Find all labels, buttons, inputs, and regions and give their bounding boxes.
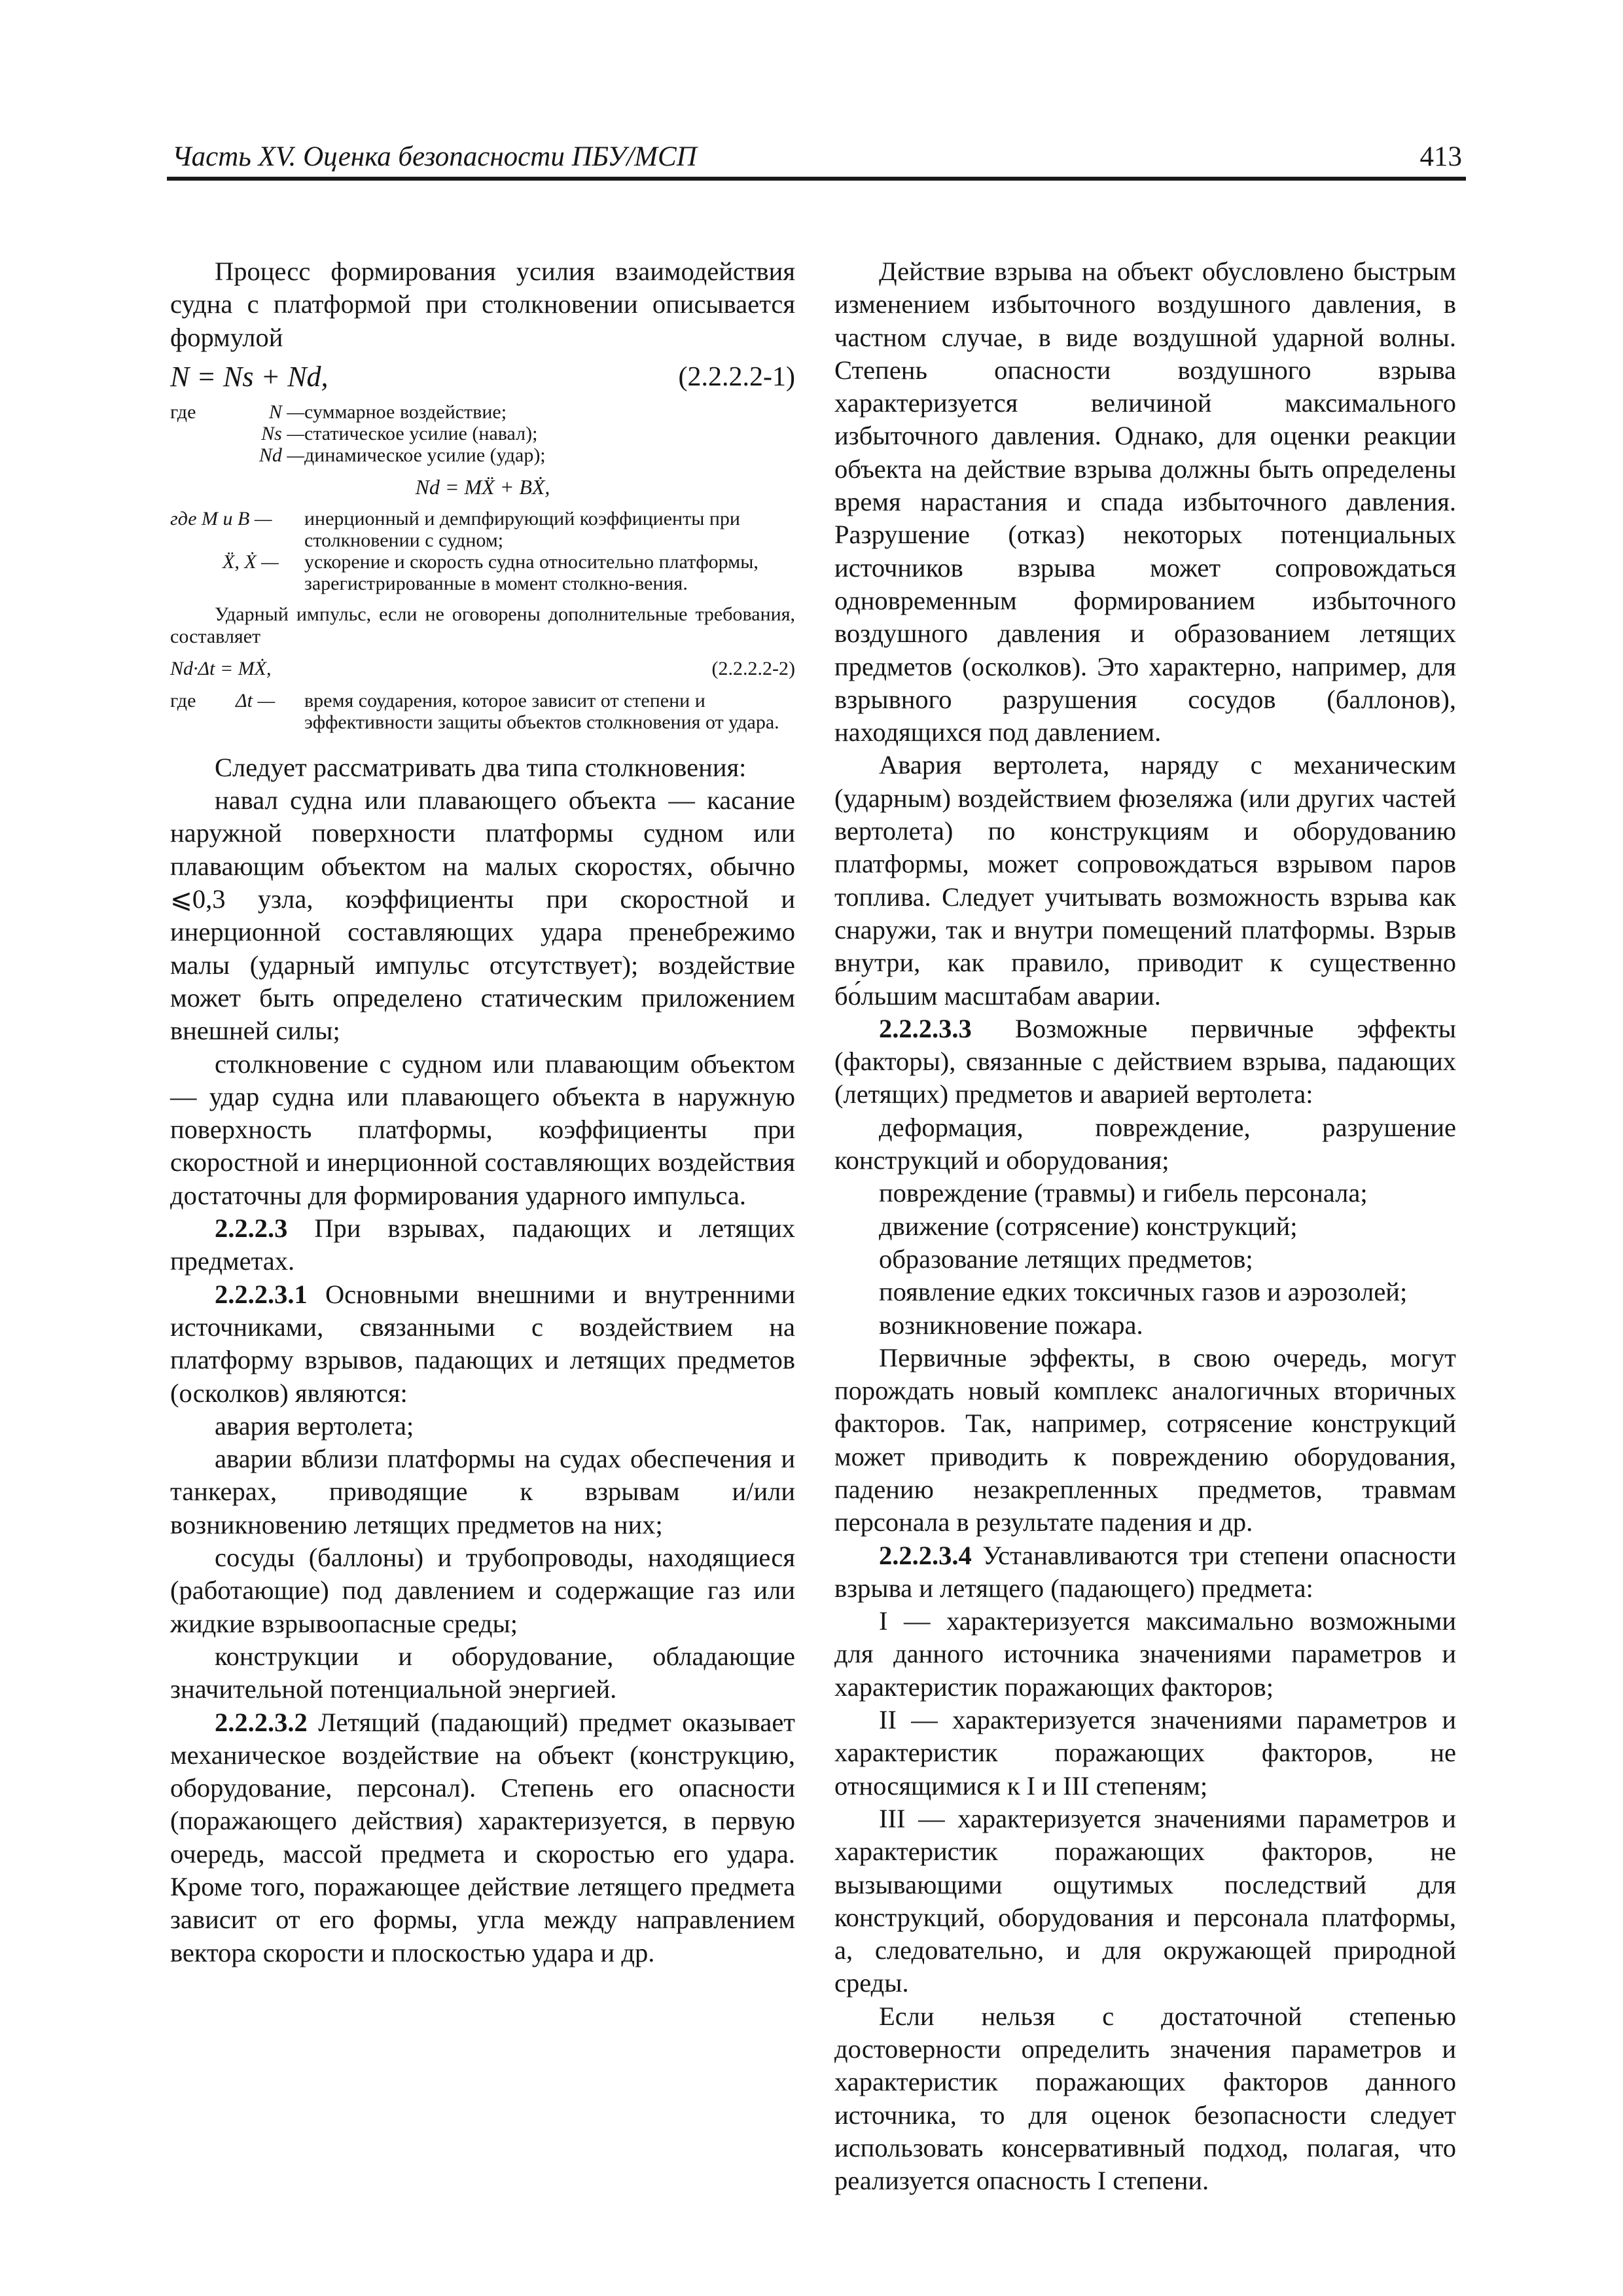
- definition-symbol: где M и B —: [170, 507, 272, 529]
- definition-text: инерционный и демпфирующий коэффициенты при столкновении с судном;: [304, 507, 740, 551]
- equation-2-number: (2.2.2.2-2): [711, 657, 795, 679]
- section-text: Устанавливаются три степени опасности взрыва и летящего (падающего) предмета:: [834, 1540, 1456, 1603]
- collision-types-intro: Следует рассматривать два типа столкновения:: [215, 752, 747, 782]
- list-item: конструкции и оборудование, обладающие значительной потенциальной энергией.: [170, 1641, 795, 1704]
- definition-text: время соударения, которое зависит от степени и эффективности защиты объектов столкновения от удара.: [304, 689, 779, 733]
- section-text: Возможные первичные эффекты (факторы), связанные с действием взрыва, падающих (летящих) предметов и аварией вертолета:: [834, 1013, 1457, 1109]
- definition-text: ускорение и скорость судна относительно платформы, зарегистрированные в момент столкно-вения.: [304, 550, 758, 594]
- section-2-2-2-3-3: [834, 1013, 1456, 1111]
- where-label: где: [170, 401, 196, 423]
- section-2-2-2-3: [170, 1212, 795, 1278]
- definition-row: [170, 401, 795, 423]
- section-number: 2.2.2.3.2: [215, 1707, 308, 1737]
- definition-row: [170, 444, 795, 466]
- definition-row: [170, 508, 795, 551]
- list-item: образование летящих предметов;: [879, 1244, 1253, 1274]
- secondary-effects-paragraph: Первичные эффекты, в свою очередь, могут порождать новый комплекс аналогичных вторичных факторов. Так, например, сотрясение конструкций может приводить к повреждению оборудования, падению незакрепленных предметов, травмам персонала в результате падения и др.: [834, 1342, 1456, 1537]
- list-item: аварии вблизи платформы на судах обеспечения и танкерах, приводящие к взрывам и/или возникновению летящих предметов на них;: [170, 1444, 795, 1539]
- page-number: 413: [1419, 141, 1462, 172]
- section-2-2-2-3-2: [170, 1706, 795, 1969]
- blast-paragraph: Действие взрыва на объект обусловлено быстрым изменением избыточного воздушного давления, в частном случае, в виде воздушной ударной волны. Степень опасности воздушного взрыва характеризуется величиной максимального избыточного давления. Однако, для оценки реакции объекта на действие взрыва должны быть определены время нарастания и спада избыточного давления. Разрушение (отказ) некоторых потенциальных источников взрыва может сопровождаться одновременным формированием избыточного воздушного давления и образованием летящих предметов (осколков). Это характерно, например, для взрывного разрушения сосудов (баллонов), находящихся под давлением.: [834, 257, 1456, 747]
- running-header: [167, 137, 1466, 181]
- definitions-3: [170, 690, 795, 733]
- section-number: 2.2.2.3.1: [215, 1279, 308, 1309]
- degree-item: III — характеризуется значениями параметров и характеристик поражающих факторов, не вызывающими ощутимых последствий для конструкций, оборудования и персонала платформы, а, следовательно, и для окружающей природной среды.: [834, 1803, 1456, 1998]
- definition-symbol: N —: [268, 401, 304, 423]
- impulse-paragraph: Ударный импульс, если не оговорены дополнительные требования, составляет: [170, 603, 795, 647]
- degree-item: II — характеризуется значениями параметров и характеристик поражающих факторов, не относящимися к I и III степеням;: [834, 1705, 1456, 1801]
- equation-1-formula: N = Ns + Nd,: [170, 360, 329, 393]
- definitions-1: [170, 401, 795, 466]
- definition-symbol: Ns —: [261, 422, 304, 444]
- definition-symbol: Nd —: [259, 444, 304, 466]
- definition-row: [170, 690, 795, 733]
- list-item: появление едких токсичных газов и аэрозолей;: [879, 1277, 1408, 1307]
- section-text: Основными внешними и внутренними источниками, связанными с воздействием на платформу взрывов, падающих и летящих предметов (осколков) являются:: [170, 1279, 796, 1408]
- definition-text: статическое усилие (навал);: [304, 422, 538, 444]
- section-number: 2.2.2.3: [215, 1213, 288, 1244]
- definition-row: [170, 551, 795, 594]
- section-text: При взрывах, падающих и летящих предметах.: [170, 1213, 796, 1276]
- definitions-2: [170, 508, 795, 594]
- definition-text: динамическое усилие (удар);: [304, 444, 546, 466]
- section-2-2-2-3-4: [834, 1539, 1456, 1605]
- equation-2-formula: Nd·Δt = MẊ,: [170, 657, 272, 679]
- left-column: [170, 255, 795, 1969]
- collision-type-2: столкновение с судном или плавающим объектом — удар судна или плавающего объекта в наружную поверхность платформы, коэффициенты при скоростной и инерционной составляющих воздействия достаточны для формирования ударного импульса.: [170, 1049, 795, 1210]
- equation-1-number: (2.2.2.2-1): [678, 361, 795, 392]
- intro-paragraph: Процесс формирования усилия взаимодействия судна с платформой при столкновении описывается формулой: [170, 257, 795, 352]
- definition-symbol: Ẍ, Ẋ —: [223, 550, 279, 573]
- list-item: возникновение пожара.: [879, 1310, 1143, 1340]
- list-item: повреждение (травмы) и гибель персонала;: [879, 1178, 1368, 1208]
- equation-1: [170, 355, 795, 399]
- where-label: где: [170, 689, 196, 711]
- collision-type-1: навал судна или плавающего объекта — касание наружной поверхности платформы судном или плавающим объектом на малых скоростях, обычно ⩽0,3 узла, коэффициенты при скоростной и инерционной составляющих удара пренебрежимо малы (ударный импульс отсутствует); воздействие может быть определено статическим приложением внешней силы;: [170, 785, 795, 1046]
- list-item: сосуды (баллоны) и трубопроводы, находящиеся (работающие) под давлением и содержащие газ или жидкие взрывоопасные среды;: [170, 1543, 795, 1638]
- degree-item: I — характеризуется максимально возможными для данного источника значениями параметров и характеристик поражающих факторов;: [834, 1606, 1456, 1702]
- section-2-2-2-3-1: [170, 1278, 795, 1410]
- definition-text: суммарное воздействие;: [304, 401, 507, 423]
- list-item: деформация, повреждение, разрушение конструкций и оборудования;: [834, 1112, 1456, 1175]
- section-number: 2.2.2.3.4: [879, 1540, 972, 1570]
- equation-2: [170, 652, 795, 686]
- final-paragraph: Если нельзя с достаточной степенью достоверности определить значения параметров и характеристик поражающих факторов данного источника, то для оценок безопасности следует использовать консервативный подход, полагая, что реализуется опасность I степени.: [834, 2001, 1456, 2196]
- definition-row: [170, 423, 795, 444]
- section-text: Летящий (падающий) предмет оказывает механическое воздействие на объект (конструкцию, оборудование, персонал). Степень его опасности (поражающего действия) характеризуется, в первую очередь, массой предмета и скоростью его удара. Кроме того, поражающее действие летящего предмета зависит от его формы, угла между направлением вектора скорости и плоскостью удара и др.: [170, 1707, 795, 1967]
- section-number: 2.2.2.3.3: [879, 1013, 972, 1043]
- list-item: движение (сотрясение) конструкций;: [879, 1211, 1298, 1241]
- running-title: Часть XV. Оценка безопасности ПБУ/МСП: [172, 141, 697, 172]
- list-item: авария вертолета;: [215, 1410, 414, 1441]
- helicopter-paragraph: Авария вертолета, наряду с механическим (ударным) воздействием фюзеляжа (или других частей вертолета) по конструкциям и оборудованию платформы, может сопровождаться взрывом паров топлива. Следует учитывать возможность взрыва как снаружи, так и внутри помещений платформы. Взрыв внутри, как правило, приводит к существенно бо́льшим масштабам аварии.: [834, 750, 1456, 1011]
- definition-symbol: Δt —: [236, 689, 276, 711]
- equation-nd: Nd = MẌ + BẊ,: [415, 475, 550, 499]
- right-column: [834, 255, 1456, 2198]
